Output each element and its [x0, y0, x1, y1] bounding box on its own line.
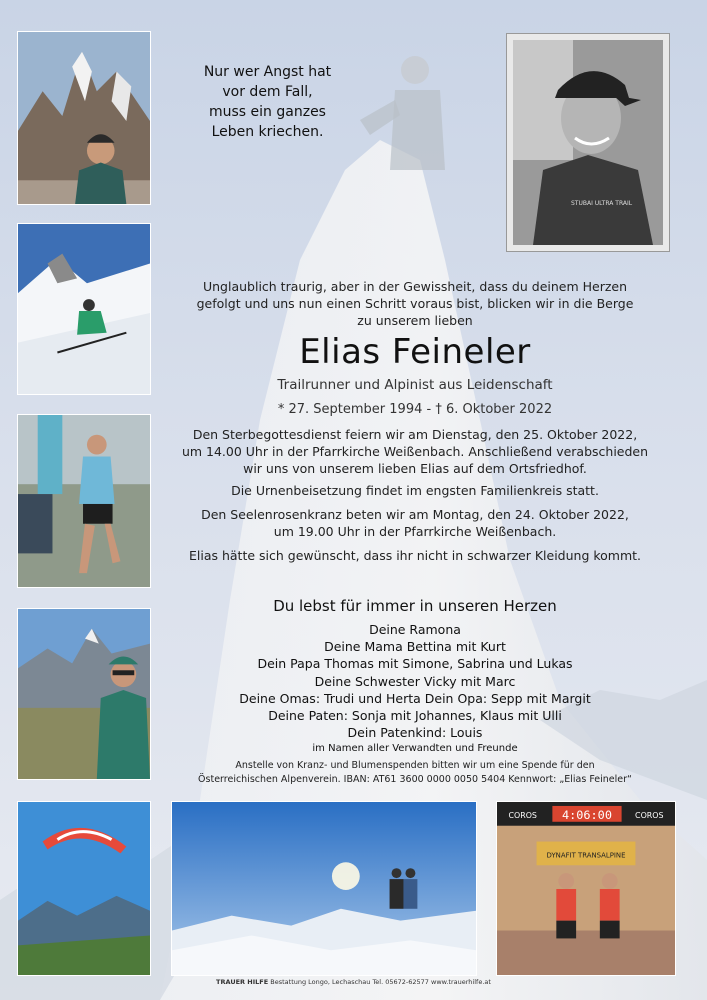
funeral-service-text: [160, 426, 670, 477]
quote-line: vor dem Fall,: [222, 84, 313, 100]
announcement-line: um 19.00 Uhr in der Pfarrkirche Weißenbach.: [273, 524, 557, 539]
announcement-line: um 14.00 Uhr in der Pfarrkirche Weißenbach. Anschließend verabschieden: [181, 444, 649, 459]
mourner-line: Deine Schwester Vicky mit Marc: [314, 673, 516, 689]
race-sponsor-left: COROS: [508, 810, 537, 820]
intro-line: zu unserem lieben: [357, 313, 473, 328]
intro-line: Unglaublich traurig, aber in der Gewissheit, dass du deinem Herzen: [202, 279, 628, 294]
mourners-closing: im Namen aller Verwandten und Freunde: [312, 743, 518, 755]
photo-mountain-portrait: [17, 31, 151, 205]
announcement-line: Den Sterbegottesdienst feiern wir am Dienstag, den 25. Oktober 2022,: [192, 427, 638, 442]
race-sponsor-right: COROS: [635, 810, 664, 820]
footer: [0, 978, 707, 986]
race-clock-text: 4:06:00: [561, 807, 612, 822]
photo-trailrunning: [17, 414, 151, 588]
quote-line: Nur wer Angst hat: [203, 64, 332, 80]
clothing-wish-text: [160, 547, 670, 564]
announcement-line: Die Urnenbeisetzung findet im engsten Familienkreis statt.: [231, 483, 599, 498]
mourner-line: Dein Patenkind: Louis: [347, 725, 483, 741]
mourner-line: Deine Ramona: [369, 622, 461, 637]
deceased-tagline: Trailrunner und Alpinist aus Leidenschaft: [277, 377, 553, 393]
intro-text: [160, 278, 670, 329]
donation-notice: [160, 759, 670, 787]
photo-race-finish: [496, 801, 676, 976]
photo-skiing: [17, 223, 151, 395]
portrait-frame: [506, 33, 670, 252]
announcement-line: wir uns von unserem lieben Elias auf dem Ortsfriedhof.: [243, 461, 587, 476]
mourner-line: Deine Mama Bettina mit Kurt: [324, 639, 506, 655]
quote: [180, 62, 355, 142]
announcement-line: Den Seelenrosenkranz beten wir am Montag, den 24. Oktober 2022,: [201, 507, 629, 522]
photo-paragliding: [17, 801, 151, 976]
mourner-line: Dein Papa Thomas mit Simone, Sabrina und Lukas: [257, 656, 573, 672]
quote-line: Leben kriechen.: [211, 124, 324, 140]
photo-hiking-portrait: [17, 608, 151, 780]
mourner-line: Deine Paten: Sonja mit Johannes, Klaus mit Ulli: [268, 708, 562, 724]
portrait-shirt-text: STUBAI ULTRA TRAIL: [571, 200, 633, 207]
intro-line: gefolgt und uns nun einen Schritt voraus bist, blicken wir in die Berge: [196, 296, 634, 311]
rosary-text: [160, 506, 670, 540]
race-banner-text: DYNAFIT TRANSALPINE: [546, 851, 626, 860]
photo-summit-couple: [171, 801, 477, 976]
portrait-photo: [513, 40, 663, 245]
mourners-heading: Du lebst für immer in unseren Herzen: [273, 597, 557, 615]
donation-line: Anstelle von Kranz- und Blumenspenden bitten wir um eine Spende für den: [235, 760, 595, 771]
deceased-name: Elias Feineler: [299, 332, 531, 372]
quote-line: muss ein ganzes: [209, 104, 326, 120]
urn-burial-text: [160, 482, 670, 499]
mourner-line: Deine Omas: Trudi und Herta Dein Opa: Sepp mit Margit: [239, 690, 591, 706]
mourners-list: [160, 621, 670, 757]
footer-brand: TRAUER HILFE: [216, 978, 269, 986]
life-dates: * 27. September 1994 - † 6. Oktober 2022: [277, 402, 553, 417]
announcement-line: Elias hätte sich gewünscht, dass ihr nicht in schwarzer Kleidung kommt.: [188, 548, 642, 563]
footer-details: Bestattung Longo, Lechaschau Tel. 05672-62577 www.trauerhilfe.at: [270, 978, 491, 986]
donation-line: Österreichischen Alpenverein. IBAN: AT61 3600 0000 0050 5404 Kennwort: „Elias Feineler“: [198, 774, 632, 785]
